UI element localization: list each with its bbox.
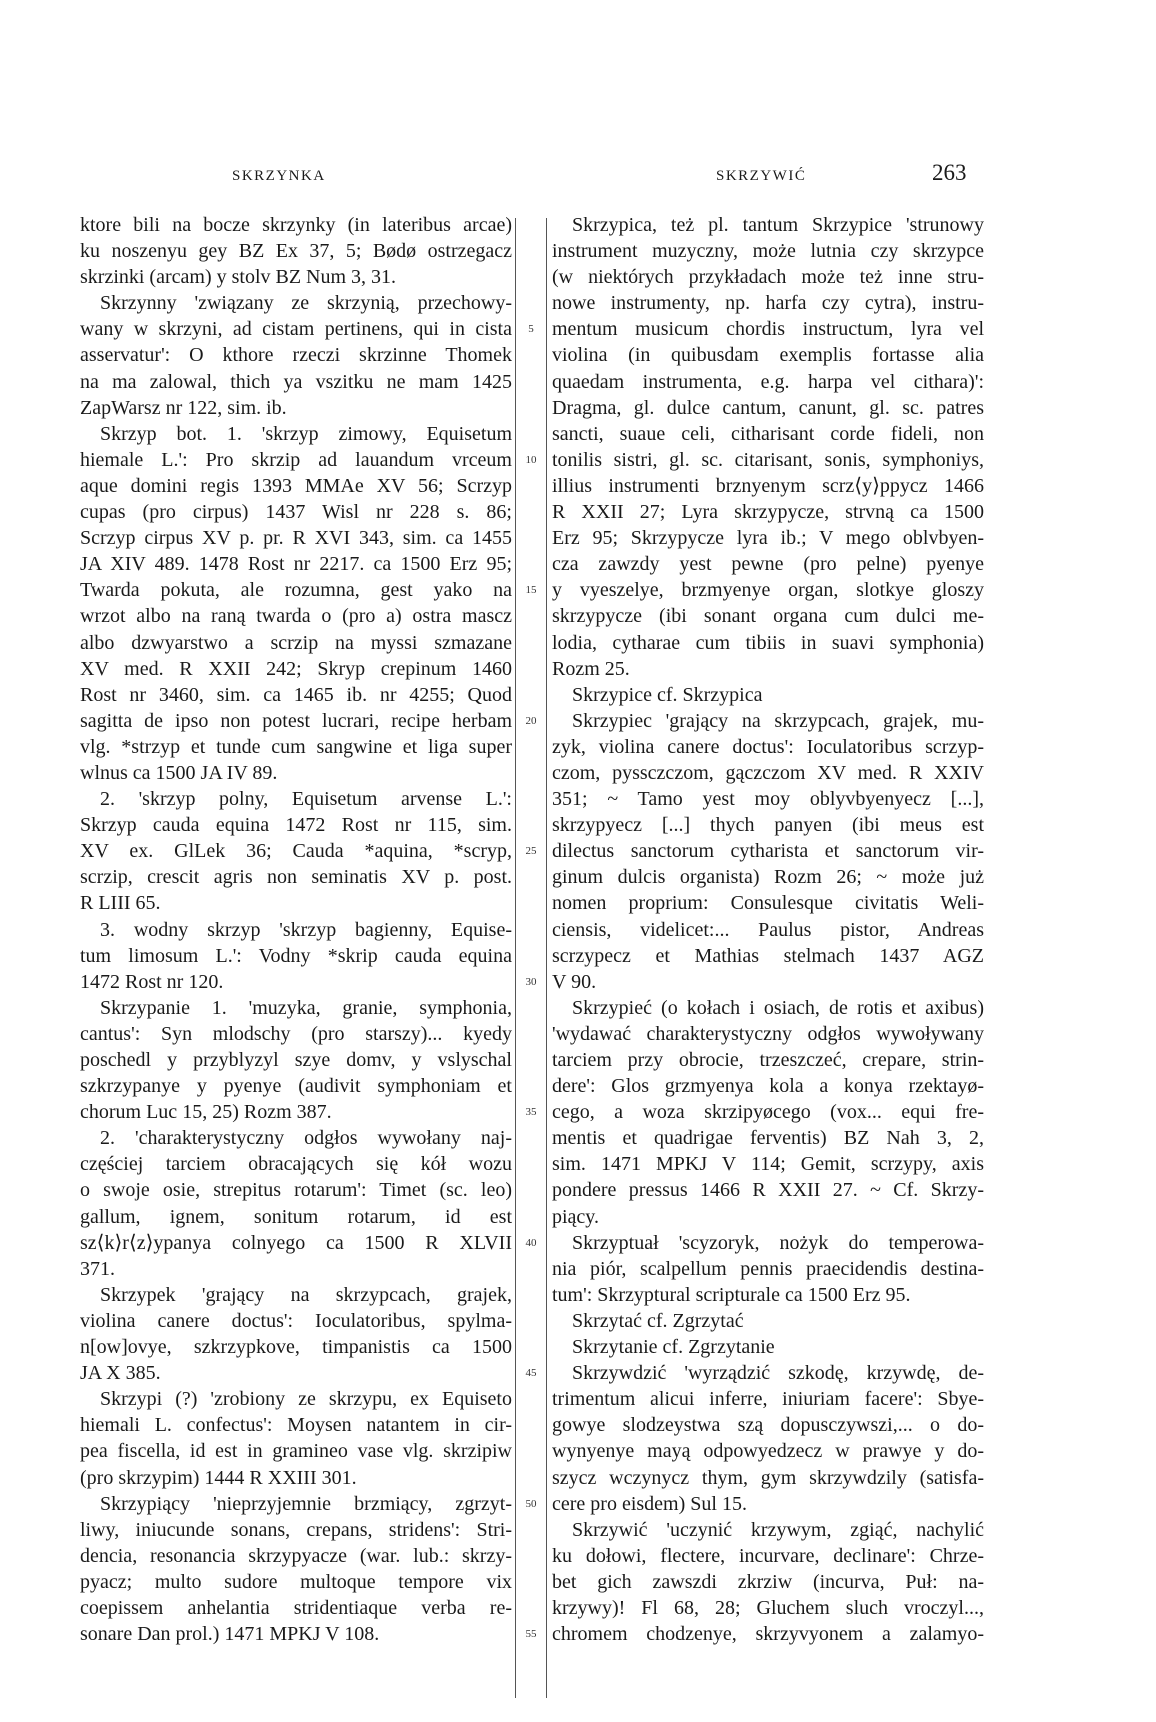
text-line: Skrzytać cf. Zgrzytać [572, 1309, 744, 1332]
text-line: V 90. [552, 970, 597, 993]
line-number: 35 [525, 1106, 537, 1119]
text-line: ktore bili na bocze skrzynky (in lateribus arcae) [80, 214, 512, 236]
text-line: Rost nr 3460, sim. ca 1465 ib. nr 4255; Quod [80, 683, 512, 706]
text-line: 371. [80, 1257, 115, 1280]
text-line: Skrzytanie cf. Zgrzytanie [572, 1336, 775, 1359]
text-line: wynyenye mayą odpowyedzecz w prawye y do- [552, 1440, 984, 1463]
text-line: cere pro eisdem) Sul 15. [552, 1492, 747, 1515]
text-line: sonare Dan prol.) 1471 MPKJ V 108. [80, 1623, 380, 1646]
text-line: Skrzypieć (o kołach i osiach, de rotis et axibus) [572, 996, 984, 1019]
column-rule-left [515, 218, 516, 1698]
text-line: Dragma, gl. dulce cantum, canunt, gl. sc. patres [552, 396, 984, 419]
text-line: trimentum alicui inferre, iniuriam facere': Sbye- [552, 1388, 984, 1411]
text-line: ginum dulcis organista) Rozm 26; ~ może już [552, 866, 984, 889]
text-line: skrzypycze (ibi sonant organa cum dulci me- [552, 605, 984, 628]
text-line: ZapWarsz nr 122, sim. ib. [80, 396, 287, 419]
left-column [80, 212, 512, 1647]
text-line: JA XIV 489. 1478 Rost nr 2217. ca 1500 Erz 95; [80, 553, 512, 576]
text-line: Skrzypice cf. Skrzypica [572, 683, 763, 706]
text-line: sim. 1471 MPKJ V 114; Gemit, scrzypy, axis [552, 1153, 984, 1176]
text-line: skrzinki (arcam) y stolv BZ Num 3, 31. [80, 266, 397, 289]
text-line: ku noszenyu gey BZ Ex 37, 5; Bødø ostrzegacz [80, 240, 512, 263]
line-number: 40 [525, 1236, 537, 1249]
text-line: cantus': Syn mlodschy (pro starszy)... kyedy [80, 1022, 512, 1045]
text-line: szkrzypanye y pyenye (audivit symphoniam et [80, 1075, 512, 1098]
text-line: pondere pressus 1466 R XXII 27. ~ Cf. Skrzy- [552, 1179, 984, 1202]
text-line: y vyeszelye, brzmyenye organ, slotkye gloszy [552, 579, 984, 602]
text-line: krzywy)! Fl 68, 28; Gluchem sluch vroczyl..., [552, 1596, 984, 1619]
text-line: scrzypecz et Mathias stelmach 1437 AGZ [552, 944, 984, 967]
text-line: Skrzyp bot. 1. 'skrzyp zimowy, Equisetum [100, 422, 512, 445]
text-line: XV ex. GlLek 36; Cauda *aquina, *scryp, [80, 840, 512, 863]
text-line: n[ow]ovye, szkrzypkove, timpanistis ca 1500 [80, 1336, 512, 1359]
text-line: hiemali L. confectus': Moysen natantem in cir- [80, 1414, 512, 1437]
text-line: aque domini regis 1393 MMAe XV 56; Scrzyp [80, 474, 512, 497]
text-line: wlnus ca 1500 JA IV 89. [80, 761, 278, 784]
text-line: Skrzypiec 'grający na skrzypcach, grajek, mu- [572, 709, 984, 732]
text-line: wany w skrzyni, ad cistam pertinens, qui in cista [80, 318, 512, 341]
text-line: 2. 'skrzyp polny, Equisetum arvense L.': [100, 788, 512, 811]
text-line: violina canere doctus': Ioculatoribus, spylma- [80, 1309, 512, 1332]
text-line: hiemale L.': Pro skrzip ad lauandum vrceum [80, 448, 512, 471]
text-line: Skrzypek 'grający na skrzypcach, grajek, [100, 1283, 512, 1306]
text-line: 1472 Rost nr 120. [80, 970, 224, 993]
text-line: tonilis sistri, gl. sc. citarisant, sonis, symphoniys, [552, 448, 984, 471]
text-line: coepissem anhelantia stridentiaque verba re- [80, 1596, 512, 1619]
page-number: 263 [932, 160, 967, 185]
text-line: mentis et quadrigae ferventis) BZ Nah 3, 2, [552, 1127, 984, 1150]
line-number: 55 [525, 1628, 537, 1641]
text-line: Rozm 25. [552, 657, 630, 680]
text-line: na ma zalowal, thich ya vszitku ne mam 1425 [80, 370, 512, 393]
text-line: szycz wczynycz thym, gym skrzywdzily (satisfa- [552, 1466, 984, 1489]
text-line: Twarda pokuta, ale rozumna, gest yako na [80, 579, 512, 602]
text-line: pyacz; multo sudore multoque tempore vix [80, 1570, 512, 1593]
text-line: częściej tarciem obracających się kół wozu [80, 1153, 512, 1176]
text-line: bet gich zawszdi zkrziw (incurva, Puł: na- [552, 1570, 984, 1593]
text-line: sagitta de ipso non potest lucrari, recipe herbam [80, 709, 512, 732]
text-line: quaedam instrumenta, e.g. harpa vel cithara)': [552, 370, 984, 393]
text-line: Skrzyptuał 'scyzoryk, nożyk do temperowa- [572, 1231, 984, 1254]
text-line: asservatur': O kthore rzeczi skrzinne Thomek [80, 344, 512, 367]
text-line: R XXII 27; Lyra skrzypycze, strvną ca 1500 [552, 501, 984, 524]
text-line: ku dołowi, flectere, incurvare, declinare': Chrze- [552, 1544, 984, 1567]
text-line: nia piór, scalpellum pennis praecidendis destina- [552, 1257, 984, 1280]
text-line: tarciem przy obrocie, trzeszczeć, crepare, strin- [552, 1049, 984, 1071]
text-line: 351; ~ Tamo yest moy oblyvbyenyecz [...], [552, 788, 984, 811]
text-line: tum': Skrzyptural scripturale ca 1500 Erz 95. [552, 1283, 911, 1306]
text-line: illius instrumenti brznyenym scrz⟨y⟩ppycz 1466 [552, 474, 984, 497]
text-line: Skrzynny 'związany ze skrzynią, przechowy- [100, 292, 512, 315]
text-line: cego, a woza skrzipyøcego (vox... equi fre- [552, 1101, 984, 1124]
text-line: cupas (pro cirpus) 1437 Wisl nr 228 s. 86; [80, 501, 512, 524]
text-line: Skrzyp cauda equina 1472 Rost nr 115, sim. [80, 814, 512, 837]
text-line: albo dzwyarstwo a scrzip na myssi szmazane [80, 631, 512, 654]
line-number: 25 [525, 845, 537, 858]
text-line: pea fiscella, id est in gramineo vase vlg. skrzipiw [80, 1440, 512, 1463]
text-line: 3. wodny skrzyp 'skrzyp bagienny, Equise- [100, 918, 512, 941]
text-line: liwy, iniucunde sonans, crepans, stridens': Stri- [80, 1518, 512, 1541]
text-line: skrzypyecz [...] thych panyen (ibi meus est [552, 814, 984, 837]
text-line: dere': Glos grzmyenya kola a konya rzektayø- [552, 1075, 984, 1098]
text-line: poschedl y przyblyzyl szye domv, y vslyschal [80, 1049, 512, 1071]
text-line: ciensis, videlicet:... Paulus pistor, Andreas [552, 918, 984, 941]
right-column [552, 212, 984, 1647]
text-line: Skrzywić 'uczynić krzywym, zgiąć, nachylić [572, 1518, 984, 1541]
text-line: dencia, resonancia skrzypyacze (war. lub.: skrzy- [80, 1544, 512, 1567]
text-line: cza zawzdy yest pewne (pro pelne) pyenye [552, 553, 984, 576]
text-line: 'wydawać charakterystyczny odgłos wywoływany [552, 1022, 984, 1045]
running-head-left: SKRZYNKA [232, 168, 326, 184]
text-line: Skrzypi (?) 'zrobiony ze skrzypu, ex Equiseto [100, 1388, 512, 1411]
line-number: 20 [525, 714, 537, 727]
text-line: Erz 95; Skrzypycze lyra ib.; V mego oblvbyen- [552, 527, 984, 550]
text-line: sancti, suaue celi, citharisant corde fideli, non [552, 422, 984, 445]
text-line: mentum musicum chordis instructum, lyra vel [552, 318, 984, 341]
line-number: 45 [525, 1367, 537, 1380]
text-line: JA X 385. [80, 1362, 161, 1385]
text-line: R LIII 65. [80, 892, 161, 915]
text-line: (w niektórych przykładach może też inne stru- [552, 266, 984, 289]
text-line: Scrzyp cirpus XV p. pr. R XVI 343, sim. ca 1455 [80, 527, 512, 550]
text-line: chromem chodzenye, skrzyvyonem a zalamyo- [552, 1623, 984, 1646]
line-number: 10 [525, 453, 537, 466]
text-line: scrzip, crescit agris non seminatis XV p. post. [80, 866, 512, 889]
line-number: 5 [528, 323, 534, 336]
line-number: 50 [525, 1497, 537, 1510]
text-line: gallum, ignem, sonitum rotarum, id est [80, 1205, 512, 1228]
text-line: sz⟨k⟩r⟨z⟩ypanya colnyego ca 1500 R XLVII [80, 1231, 512, 1254]
text-line: 2. 'charakterystyczny odgłos wywołany naj- [100, 1127, 512, 1150]
text-line: Skrzypanie 1. 'muzyka, granie, symphonia, [100, 996, 512, 1019]
text-line: XV med. R XXII 242; Skryp crepinum 1460 [80, 657, 512, 680]
text-line: Skrzypiący 'nieprzyjemnie brzmiący, zgrzyt- [100, 1492, 512, 1515]
line-number: 30 [525, 975, 537, 988]
text-line: wrzot albo na raną twarda o (pro a) ostra mascz [80, 605, 512, 628]
text-line: Skrzypica, też pl. tantum Skrzypice 'strunowy [572, 214, 984, 236]
text-line: vlg. *strzyp et tunde cum sangwine et liga super [80, 735, 512, 758]
text-line: dilectus sanctorum cytharista et sanctorum vir- [552, 840, 984, 863]
text-line: (pro skrzypim) 1444 R XXIII 301. [80, 1466, 357, 1489]
text-line: tum limosum L.': Vodny *skrip cauda equina [80, 944, 512, 967]
text-line: nowe instrumenty, np. harfa czy cytra), instru- [552, 292, 984, 315]
text-line: zyk, violina canere doctus': Ioculatoribus scrzyp- [552, 735, 984, 758]
column-rule-right [546, 218, 547, 1698]
running-head-right: SKRZYWIĆ [716, 168, 807, 184]
text-line: Skrzywdzić 'wyrządzić szkodę, krzywdę, de- [572, 1362, 984, 1385]
line-number: 15 [525, 584, 537, 597]
text-line: nomen proprium: Consulesque civitatis Weli- [552, 892, 984, 915]
text-line: czom, pyssczczom, gączczom XV med. R XXIV [552, 761, 984, 784]
text-line: o swoje osie, strepitus rotarum': Timet (sc. leo) [80, 1179, 512, 1202]
text-line: instrument muzyczny, może lutnia czy skrzypce [552, 240, 984, 263]
text-line: gowye slodzeystwa szą dopusczywszi,... o do- [552, 1414, 984, 1437]
text-line: chorum Luc 15, 25) Rozm 387. [80, 1101, 332, 1124]
text-line: violina (in quibusdam exemplis fortasse alia [552, 344, 984, 367]
text-line: lodia, cytharae cum tibiis in suavi symphonia) [552, 631, 984, 654]
text-line: piący. [552, 1205, 600, 1228]
